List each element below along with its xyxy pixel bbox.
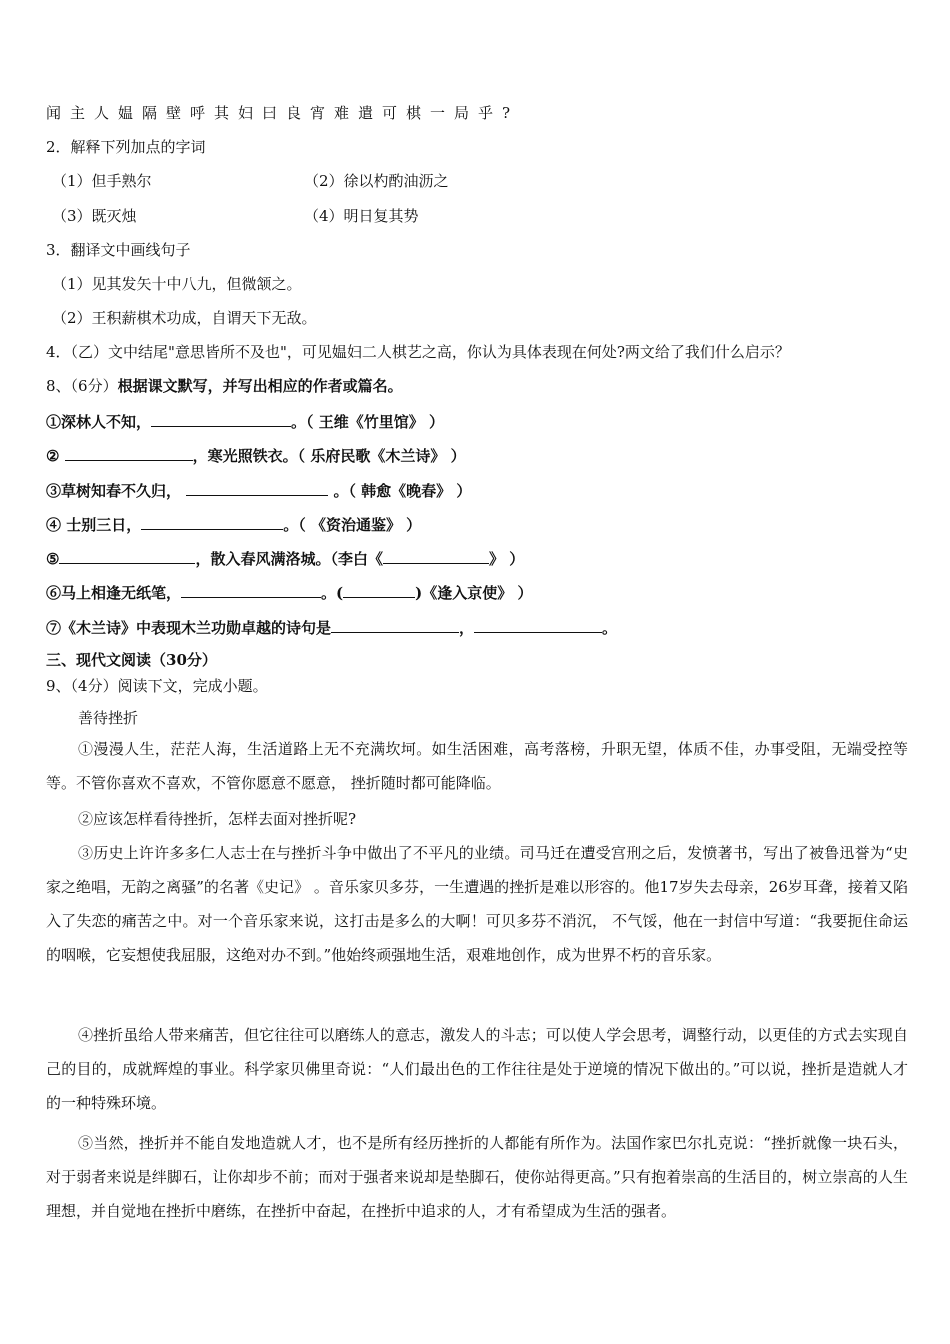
answer-blank[interactable] (186, 479, 328, 496)
article-paragraph-2: ②应该怎样看待挫折，怎样去面对挫折呢? (78, 810, 357, 828)
answer-blank[interactable] (65, 444, 193, 461)
question-3-title: 3．翻译文中画线句子 (46, 241, 191, 259)
article-paragraph-4: ④挫折虽给人带来痛苦，但它往往可以磨练人的意志，激发人的斗志；可以使人学会思考，调整行动，以更佳的方式去实现自己的目的，成就辉煌的事业。科学家贝佛里奇说：“人们最出色的工作往往是处于逆境的情况下做出的。”可以说，挫折是造就人才的一种特殊环境。 (46, 1026, 908, 1112)
answer-blank[interactable] (343, 581, 415, 598)
answer-blank[interactable] (474, 616, 602, 633)
dictation-item-2: ② ，寒光照铁衣。（ 乐府民歌《木兰诗》 ） (46, 444, 466, 466)
dictation-item-5: ⑤ ，散入春风满洛城。（李白《 》 ） (46, 547, 524, 569)
question-4: 4．（乙）文中结尾"意思皆所不及也"，可见媪妇二人棋艺之高，你认为具体表现在何处?两文给了我们什么启示？ (46, 343, 790, 361)
classical-text-continuation: 闻主人媪隔壁呼其妇曰良宵难遣可棋一局乎? (46, 104, 520, 122)
dictation-item-7: ⑦《木兰诗》中表现木兰功勋卓越的诗句是 ， 。 (46, 616, 617, 638)
article-title: 善待挫折 (78, 709, 139, 727)
question-2-title: 2．解释下列加点的字词 (46, 138, 206, 156)
dictation-item-6: ⑥马上相逢无纸笔， 。( )《逢入京使》 ） (46, 581, 532, 603)
question-3-item: （1）见其发矢十中八九，但微颔之。 (52, 275, 302, 293)
question-2-item: （2）徐以杓酌油沥之 (304, 172, 449, 190)
article-paragraph-5: ⑤当然，挫折并不能自发地造就人才，也不是所有经历挫折的人都能有所作为。法国作家巴尔扎克说：“挫折就像一块石头，对于弱者来说是绊脚石，让你却步不前；而对于强者来说却是垫脚石，使你站得更高。”只有抱着崇高的生活目的，树立崇高的人生理想，并自觉地在挫折中磨练，在挫折中奋起，在挫折中追求的人，才有希望成为生活的强者。 (46, 1134, 908, 1220)
section-3-heading: 三、现代文阅读（30分） (46, 651, 217, 669)
question-8-score: 8、（6分） (46, 377, 118, 395)
answer-blank[interactable] (141, 513, 283, 530)
question-2-item: （4）明日复其势 (304, 207, 419, 225)
article-paragraph-1: ①漫漫人生，茫茫人海，生活道路上无不充满坎坷。如生活困难，高考落榜，升职无望，体质不佳，办事受阻，无端受控等等。不管你喜欢不喜欢，不管你愿意不愿意， 挫折随时都可能降临。 (46, 740, 908, 792)
answer-blank[interactable] (383, 547, 489, 564)
answer-blank[interactable] (331, 616, 459, 633)
answer-blank[interactable] (151, 410, 291, 427)
answer-blank[interactable] (59, 547, 195, 564)
question-2-item: （3）既灭烛 (52, 207, 137, 225)
dictation-item-3: ③草树知春不久归， 。（ 韩愈《晚春》 ） (46, 479, 471, 501)
question-8-instruction: 根据课文默写，并写出相应的作者或篇名。 (117, 377, 403, 395)
question-2-item: （1）但手熟尔 (52, 172, 152, 190)
dictation-item-4: ④ 士别三日， 。（ 《资治通鉴》 ） (46, 513, 421, 535)
dictation-item-1: ①深林人不知， 。（ 王维《竹里馆》 ） (46, 410, 444, 432)
article-paragraph-3: ③历史上许许多多仁人志士在与挫折斗争中做出了不平凡的业绩。司马迁在遭受宫刑之后，发愤著书，写出了被鲁迅誉为“史家之绝唱，无韵之离骚”的名著《史记》 。音乐家贝多芬，一生遭遇的挫折是难以形容的。他17岁失去母亲，26岁耳聋，接着又陷入了失恋的痛苦之中。对一个音乐家来说，这打击是多么的大啊！可贝多芬不消沉， 不气馁，他在一封信中写道：“我要扼住命运的咽喉，它妄想使我屈服，这绝对办不到。”他始终顽强地生活，艰难地创作，成为世界不朽的音乐家。 (46, 844, 908, 964)
question-9: 9、（4分）阅读下文，完成小题。 (46, 677, 268, 695)
question-8-title (46, 376, 403, 396)
answer-blank[interactable] (181, 581, 321, 598)
question-3-item: （2）王积薪棋术功成，自谓天下无敌。 (52, 309, 317, 327)
